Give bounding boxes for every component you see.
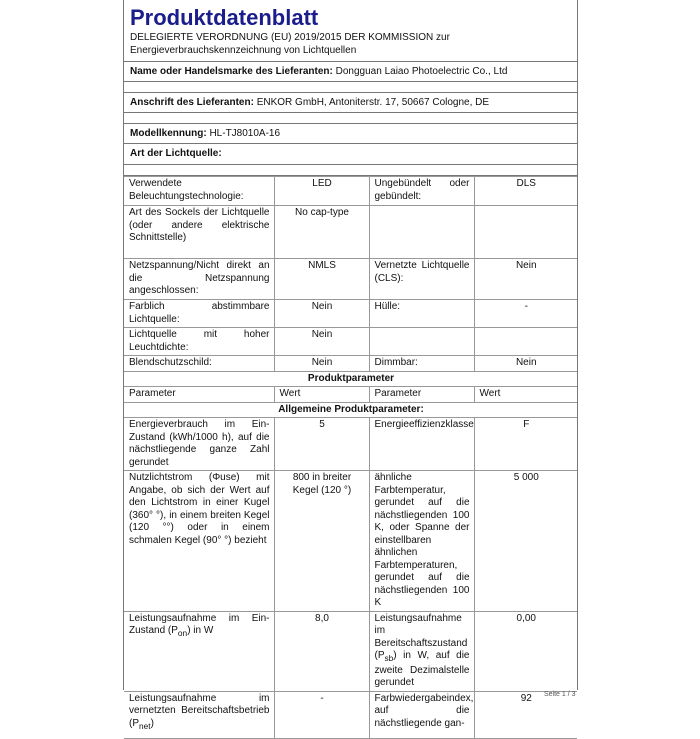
cell-value: 800 in breiter Kegel (120 °) — [274, 471, 369, 612]
spacer — [124, 165, 577, 176]
table-row — [124, 356, 577, 372]
table-row — [124, 328, 577, 356]
cell-label: Farbwiedergabeindex, auf die nächstliegende gan- — [369, 691, 474, 738]
table-row — [124, 402, 577, 418]
table-row — [124, 387, 577, 403]
page-title: Produktdatenblatt — [130, 5, 319, 30]
light-source-table — [124, 176, 577, 739]
model-label: Modellkennung: — [130, 128, 207, 139]
table-row — [124, 206, 577, 259]
cell-label — [369, 328, 474, 356]
table-row — [124, 371, 577, 387]
cell-label: Vernetzte Lichtquelle (CLS): — [369, 259, 474, 300]
cell-value — [474, 328, 577, 356]
table-row — [124, 471, 577, 612]
cell-value: 8,0 — [274, 611, 369, 691]
model-value: HL-TJ8010A-16 — [209, 128, 281, 139]
model-row — [124, 124, 577, 144]
cell-label — [124, 691, 274, 738]
label-text: ) in W, auf die zweite Dezimalstelle gerundet — [374, 650, 470, 688]
label-text: ) — [150, 717, 154, 729]
supplier-value: Dongguan Laiao Photoelectric Co., Ltd — [335, 66, 508, 77]
cell-value: Nein — [274, 328, 369, 356]
cell-label: Hülle: — [369, 300, 474, 328]
label-subscript: on — [177, 628, 188, 638]
table-row — [124, 611, 577, 691]
table-row — [124, 177, 577, 206]
address-row — [124, 93, 577, 113]
label-subscript: sb — [384, 653, 394, 663]
cell-label — [124, 611, 274, 691]
cell-value — [474, 206, 577, 259]
section-header: Allgemeine Produktparameter: — [124, 402, 577, 418]
cell-value: F — [474, 418, 577, 471]
address-label: Anschrift des Lieferanten: — [130, 97, 254, 108]
table-row — [124, 418, 577, 471]
cell-label — [369, 206, 474, 259]
cell-value: 5 000 — [474, 471, 577, 612]
cell-label: Lichtquelle mit hoher Leuchtdichte: — [124, 328, 274, 356]
cell-label: Energieeffizienzklasse — [369, 418, 474, 471]
cell-value: Nein — [474, 356, 577, 372]
cell-value: NMLS — [274, 259, 369, 300]
cell-value: 0,00 — [474, 611, 577, 691]
cell-value: Nein — [274, 356, 369, 372]
supplier-row — [124, 62, 577, 82]
address-value: ENKOR GmbH, Antoniterstr. 17, 50667 Cologne, DE — [256, 97, 490, 108]
cell-value: LED — [274, 177, 369, 206]
spacer — [124, 113, 577, 124]
label-text: ) in W — [187, 625, 214, 636]
supplier-label: Name oder Handelsmarke des Lieferanten: — [130, 66, 333, 77]
cell-value: 92 — [474, 691, 577, 738]
column-header: Wert — [274, 387, 369, 403]
source-type-header: Art der Lichtquelle: — [124, 144, 577, 165]
regulation-text: DELEGIERTE VERORDNUNG (EU) 2019/2015 DER KOMMISSION zur Energieverbrauchskennzeichnung von Lichtquellen — [124, 32, 577, 62]
cell-label: Dimmbar: — [369, 356, 474, 372]
cell-label — [369, 611, 474, 691]
cell-label: Farblich abstimmbare Lichtquelle: — [124, 300, 274, 328]
label-subscript: net — [139, 720, 151, 731]
cell-label: Energieverbrauch im Ein-Zustand (kWh/1000 h), auf die nächstliegende ganze Zahl gerundet — [124, 418, 274, 471]
cell-label: Netzspannung/Nicht direkt an die Netzspannung angeschlossen: — [124, 259, 274, 300]
spacer — [124, 82, 577, 93]
column-header: Parameter — [369, 387, 474, 403]
column-header: Wert — [474, 387, 577, 403]
table-row — [124, 691, 577, 738]
section-header: Produktparameter — [124, 371, 577, 387]
cell-value: - — [474, 300, 577, 328]
table-row — [124, 300, 577, 328]
cell-label: Blendschutzschild: — [124, 356, 274, 372]
label-text: Leistungsaufnahme im Bereitschaftszustand (P — [374, 612, 468, 661]
label-text: Leistungsaufnahme im Ein-Zustand (P — [129, 612, 270, 636]
cell-label: Verwendete Beleuchtungstechnologie: — [124, 177, 274, 206]
page-number: Seite 1 / 3 — [544, 691, 576, 698]
cell-label: Art des Sockels der Lichtquelle (oder andere elektrische Schnittstelle) — [124, 206, 274, 259]
cell-value: No cap-type — [274, 206, 369, 259]
cell-value: DLS — [474, 177, 577, 206]
cell-value: - — [274, 691, 369, 738]
cell-value: Nein — [474, 259, 577, 300]
cell-label: Ungebündelt oder gebündelt: — [369, 177, 474, 206]
cell-label: ähnliche Farbtemperatur, gerundet auf die nächstliegenden 100 K, oder Spanne der einstellbaren ähnlichen Farbtemperaturen, gerundet auf die nächstliegenden 100 K — [369, 471, 474, 612]
label-text: Leistungsaufnahme im vernetzten Bereitschaftsbetrieb (P — [129, 692, 270, 729]
cell-value: 5 — [274, 418, 369, 471]
cell-label: Nutzlichtstrom (Φuse) mit Angabe, ob sich der Wert auf den Lichtstrom in einer Kugel (360° °), in einem breiten Kegel (120 °°) oder in einem schmalen Kegel (90° °) bezieht — [124, 471, 274, 612]
column-header: Parameter — [124, 387, 274, 403]
table-row — [124, 259, 577, 300]
cell-value: Nein — [274, 300, 369, 328]
